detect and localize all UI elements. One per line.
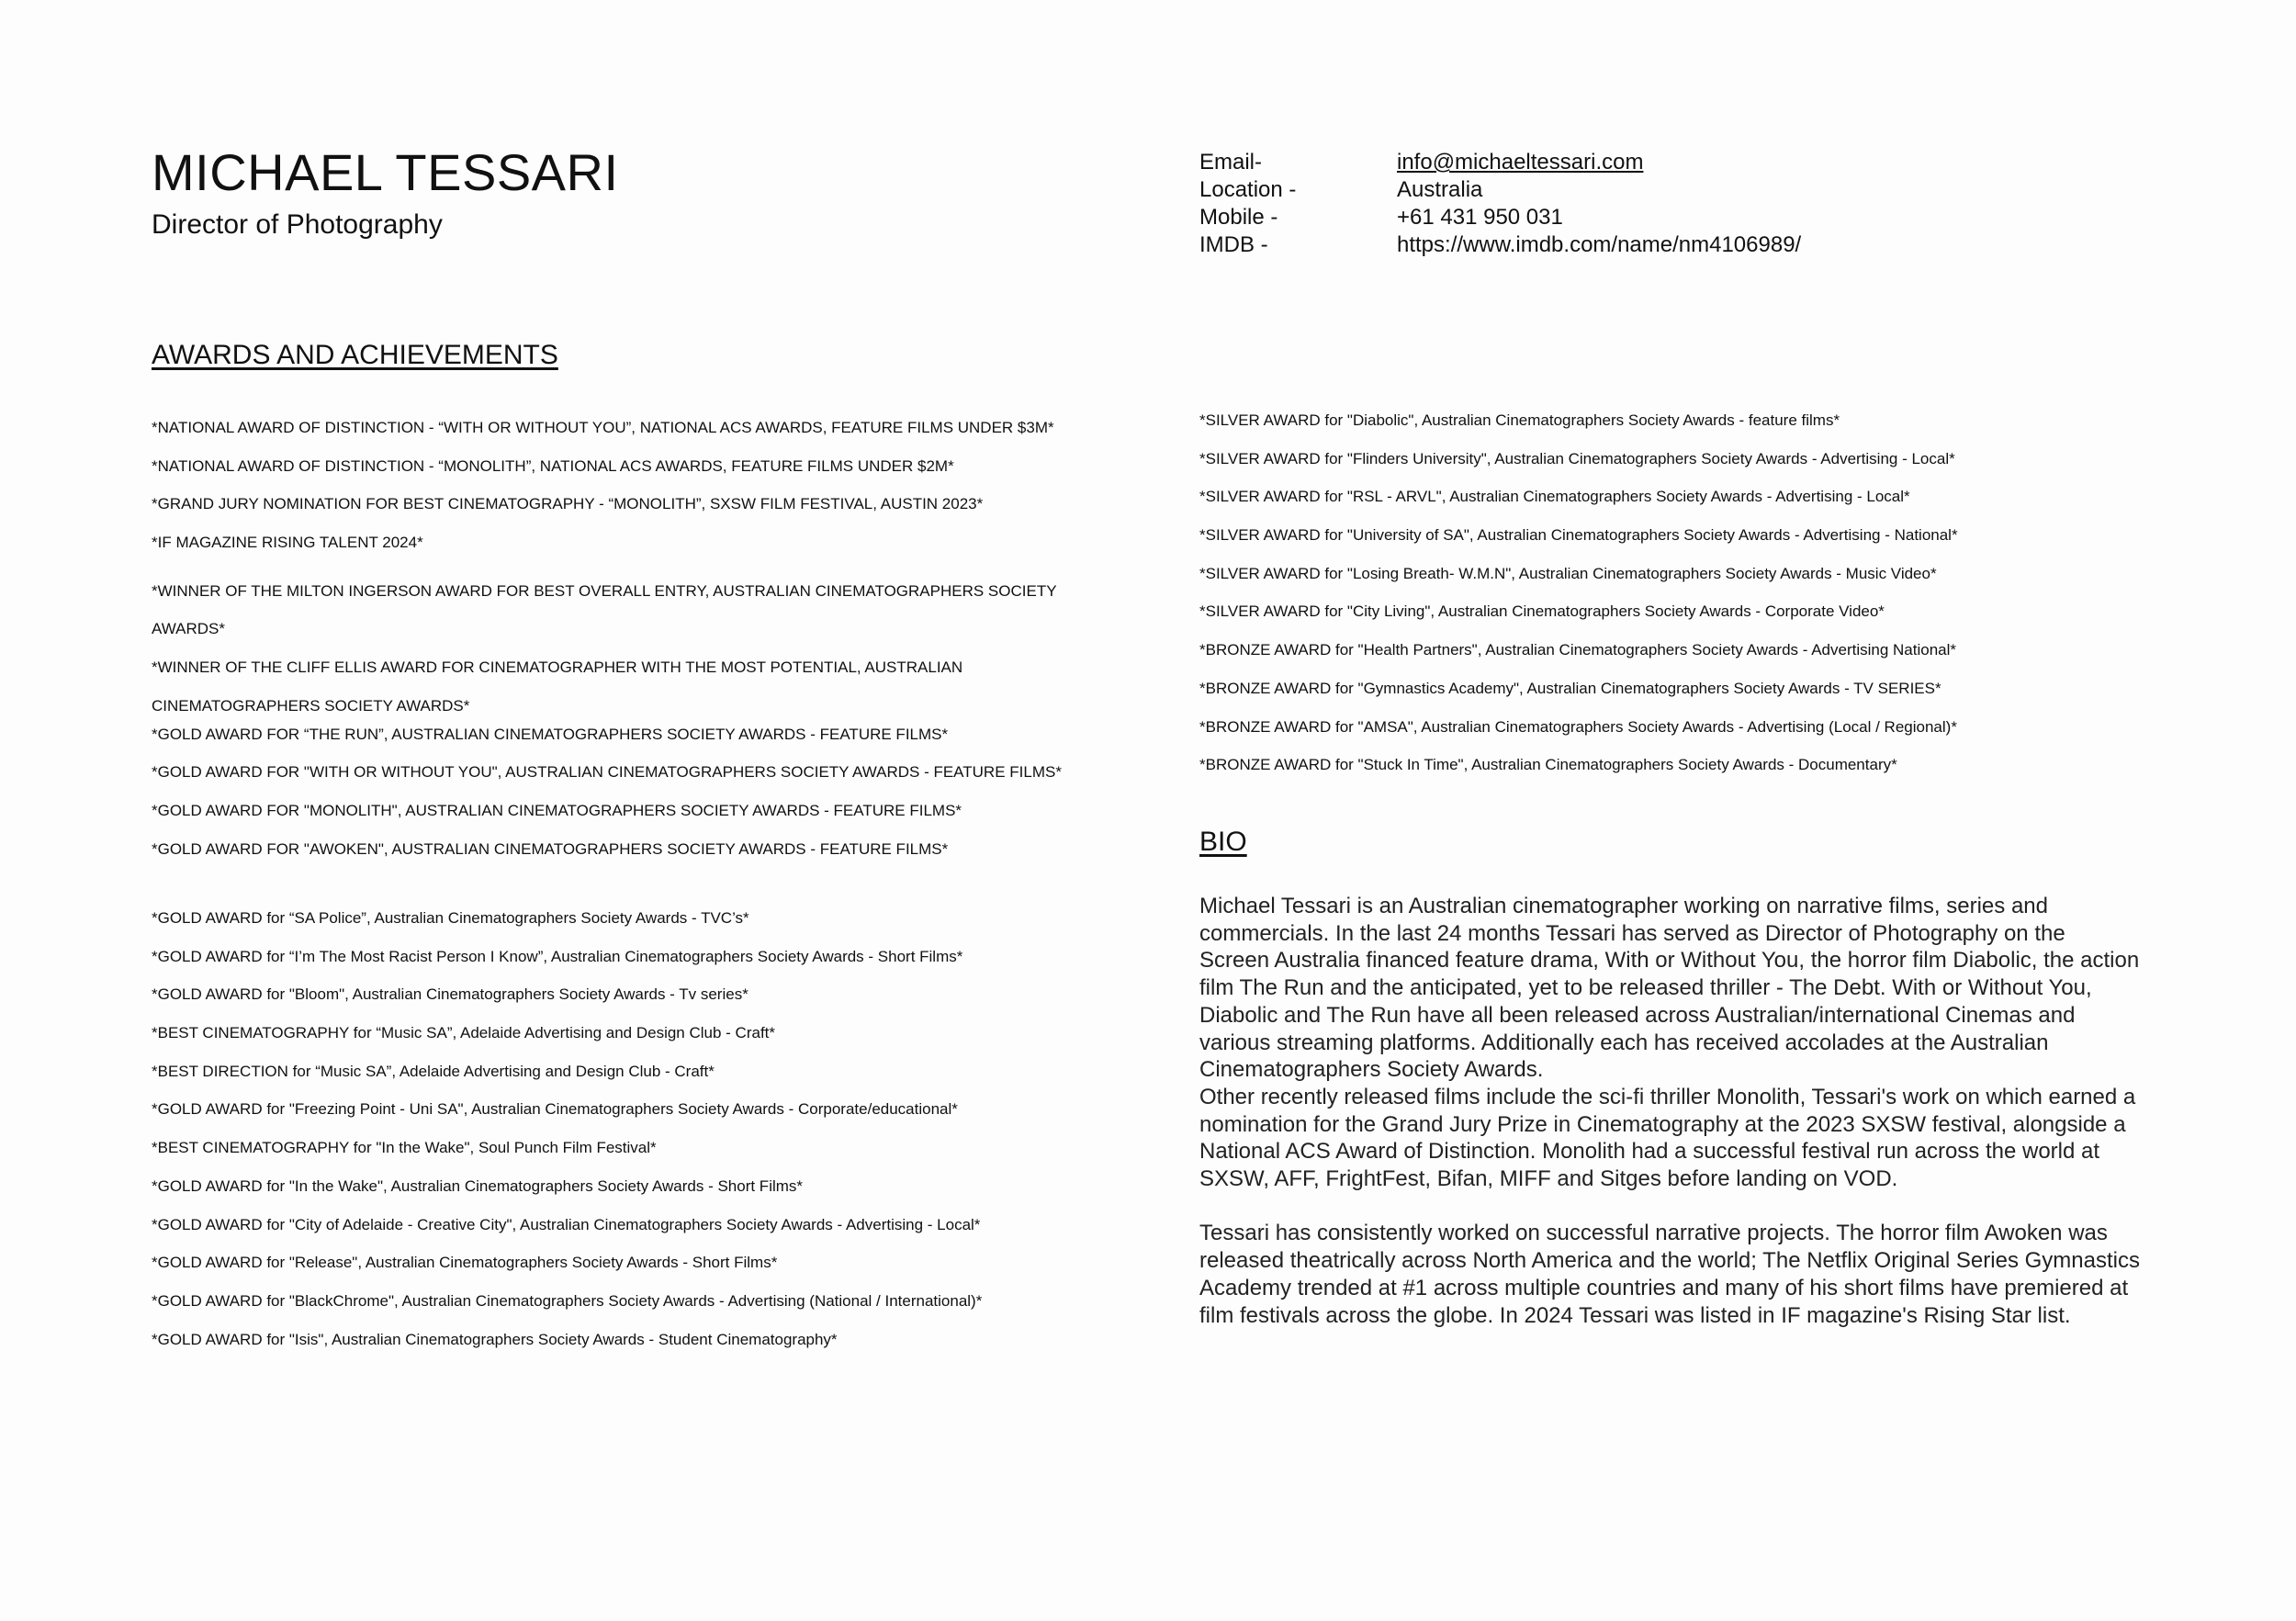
award-item: *GOLD AWARD for "Isis", Australian Cinematographers Society Awards - Student Cinematography* <box>152 1330 838 1348</box>
award-item: *GOLD AWARD for “SA Police”, Australian Cinematographers Society Awards - TVC’s* <box>152 909 749 927</box>
bio-paragraph: Tessari has consistently worked on successful narrative projects. The horror film Awoken was released theatrically across North America and the world; The Netflix Original Series Gymnastics Academy trended at #1 across multiple countries and many of his short films have premiered at film festivals across the globe. In 2024 Tessari was listed in IF magazine's Rising Star list. <box>1199 1221 2140 1328</box>
contact-mobile-label: Mobile - <box>1199 205 1278 230</box>
award-item: *GOLD AWARD for "Bloom", Australian Cinematographers Society Awards - Tv series* <box>152 985 748 1004</box>
bio-heading: BIO <box>1199 827 1247 857</box>
contact-imdb-label: IMDB - <box>1199 232 1268 257</box>
award-item: *GOLD AWARD FOR "MONOLITH", AUSTRALIAN CINEMATOGRAPHERS SOCIETY AWARDS - FEATURE FILMS* <box>152 801 962 819</box>
award-item: *GOLD AWARD FOR “THE RUN”, AUSTRALIAN CINEMATOGRAPHERS SOCIETY AWARDS - FEATURE FILMS* <box>152 725 949 743</box>
award-item: *BEST CINEMATOGRAPHY for "In the Wake", Soul Punch Film Festival* <box>152 1139 657 1157</box>
award-item: *SILVER AWARD for "University of SA", Australian Cinematographers Society Awards - Advertising - National* <box>1199 526 1958 545</box>
award-item: *BEST DIRECTION for “Music SA”, Adelaide Advertising and Design Club - Craft* <box>152 1062 715 1080</box>
award-item: *BRONZE AWARD for "Gymnastics Academy", Australian Cinematographers Society Awards - TV SERIES* <box>1199 679 1941 697</box>
award-item: *NATIONAL AWARD OF DISTINCTION - “WITH OR WITHOUT YOU”, NATIONAL ACS AWARDS, FEATURE FILMS UNDER $3M* <box>152 419 1054 436</box>
award-item: *SILVER AWARD for "Flinders University", Australian Cinematographers Society Awards - Advertising - Local* <box>1199 449 1955 467</box>
person-name: MICHAEL TESSARI <box>152 143 619 201</box>
award-item: *GOLD AWARD for "Freezing Point - Uni SA", Australian Cinematographers Society Awards - Corporate/educational* <box>152 1100 958 1119</box>
award-item: *GRAND JURY NOMINATION FOR BEST CINEMATOGRAPHY - “MONOLITH”, SXSW FILM FESTIVAL, AUSTIN 2023* <box>152 495 984 513</box>
award-item: *GOLD AWARD for "BlackChrome", Australian Cinematographers Society Awards - Advertising (National / International)* <box>152 1291 983 1310</box>
award-item: *BEST CINEMATOGRAPHY for “Music SA”, Adelaide Advertising and Design Club - Craft* <box>152 1024 776 1042</box>
bio-text <box>1199 893 2141 1329</box>
award-item: *GOLD AWARD for "In the Wake", Australian Cinematographers Society Awards - Short Films* <box>152 1176 804 1195</box>
contact-mobile-value: +61 431 950 031 <box>1397 205 1563 230</box>
award-item: *BRONZE AWARD for "Health Partners", Australian Cinematographers Society Awards - Advertising National* <box>1199 641 1957 659</box>
award-item: *WINNER OF THE MILTON INGERSON AWARD FOR BEST OVERALL ENTRY, AUSTRALIAN CINEMATOGRAPHERS SOCIETY AWARDS* <box>152 581 1057 638</box>
award-item: *GOLD AWARD for "City of Adelaide - Creative City", Australian Cinematographers Society Awards - Advertising - Local* <box>152 1215 981 1233</box>
bio-paragraph: Michael Tessari is an Australian cinematographer working on narrative films, series and commercials. In the last 24 months Tessari has served as Director of Photography on the Screen Australia financed feature drama, With or Without You, the horror film Diabolic, the action film The Run and the anticipated, yet to be released thriller - The Debt. With or Without You, Diabolic and The Run have all been released across Australian/international Cinemas and various streaming platforms. Additionally each has received accolades at the Australian Cinematographers Society Awards. <box>1199 894 2140 1083</box>
award-item: *BRONZE AWARD for "Stuck In Time", Australian Cinematographers Society Awards - Documentary* <box>1199 756 1897 774</box>
person-role: Director of Photography <box>152 209 443 240</box>
contact-imdb-value: https://www.imdb.com/name/nm4106989/ <box>1397 232 1802 257</box>
award-item: *SILVER AWARD for "RSL - ARVL", Australian Cinematographers Society Awards - Advertising - Local* <box>1199 488 1910 506</box>
award-item: *GOLD AWARD for “I’m The Most Racist Person I Know”, Australian Cinematographers Society Awards - Short Films* <box>152 947 963 965</box>
contact-location-value: Australia <box>1397 177 1483 202</box>
award-item: *BRONZE AWARD for "AMSA", Australian Cinematographers Society Awards - Advertising (Local / Regional)* <box>1199 717 1957 736</box>
awards-heading: AWARDS AND ACHIEVEMENTS <box>152 340 558 370</box>
award-item: *SILVER AWARD for "City Living", Australian Cinematographers Society Awards - Corporate Video* <box>1199 602 1885 621</box>
contact-email-label: Email- <box>1199 150 1263 174</box>
contact-location-label: Location - <box>1199 177 1297 202</box>
award-item: *IF MAGAZINE RISING TALENT 2024* <box>152 534 423 552</box>
award-item: *GOLD AWARD FOR "WITH OR WITHOUT YOU", AUSTRALIAN CINEMATOGRAPHERS SOCIETY AWARDS - FEATURE FILMS* <box>152 763 1062 782</box>
award-item: *GOLD AWARD for "Release", Australian Cinematographers Society Awards - Short Films* <box>152 1254 778 1272</box>
award-item: *SILVER AWARD for "Diabolic", Australian Cinematographers Society Awards - feature films* <box>1199 411 1840 429</box>
award-item: *GOLD AWARD FOR "AWOKEN", AUSTRALIAN CINEMATOGRAPHERS SOCIETY AWARDS - FEATURE FILMS* <box>152 839 949 858</box>
award-item: *SILVER AWARD for "Losing Breath- W.M.N", Australian Cinematographers Society Awards - Music Video* <box>1199 564 1937 582</box>
contact-email-link[interactable]: info@michaeltessari.com <box>1397 150 1644 174</box>
award-item: *WINNER OF THE CLIFF ELLIS AWARD FOR CINEMATOGRAPHER WITH THE MOST POTENTIAL, AUSTRALIAN CINEMATOGRAPHERS SOCIETY AWARDS* <box>152 659 963 715</box>
awards-list-major <box>152 419 1125 878</box>
awards-list-silver-bronze <box>1199 411 2210 794</box>
contact-info <box>1199 150 1801 257</box>
awards-list-gold <box>152 909 1125 1368</box>
award-item: *NATIONAL AWARD OF DISTINCTION - “MONOLITH”, NATIONAL ACS AWARDS, FEATURE FILMS UNDER $2M* <box>152 456 954 475</box>
bio-paragraph: Other recently released films include the sci-fi thriller Monolith, Tessari's work on which earned a nomination for the Grand Jury Prize in Cinematography at the 2023 SXSW festival, alongside a National ACS Award of Distinction. Monolith had a successful festival run across the world at SXSW, AFF, FrightFest, Bifan, MIFF and Sitges before landing on VOD. <box>1199 1084 2136 1192</box>
